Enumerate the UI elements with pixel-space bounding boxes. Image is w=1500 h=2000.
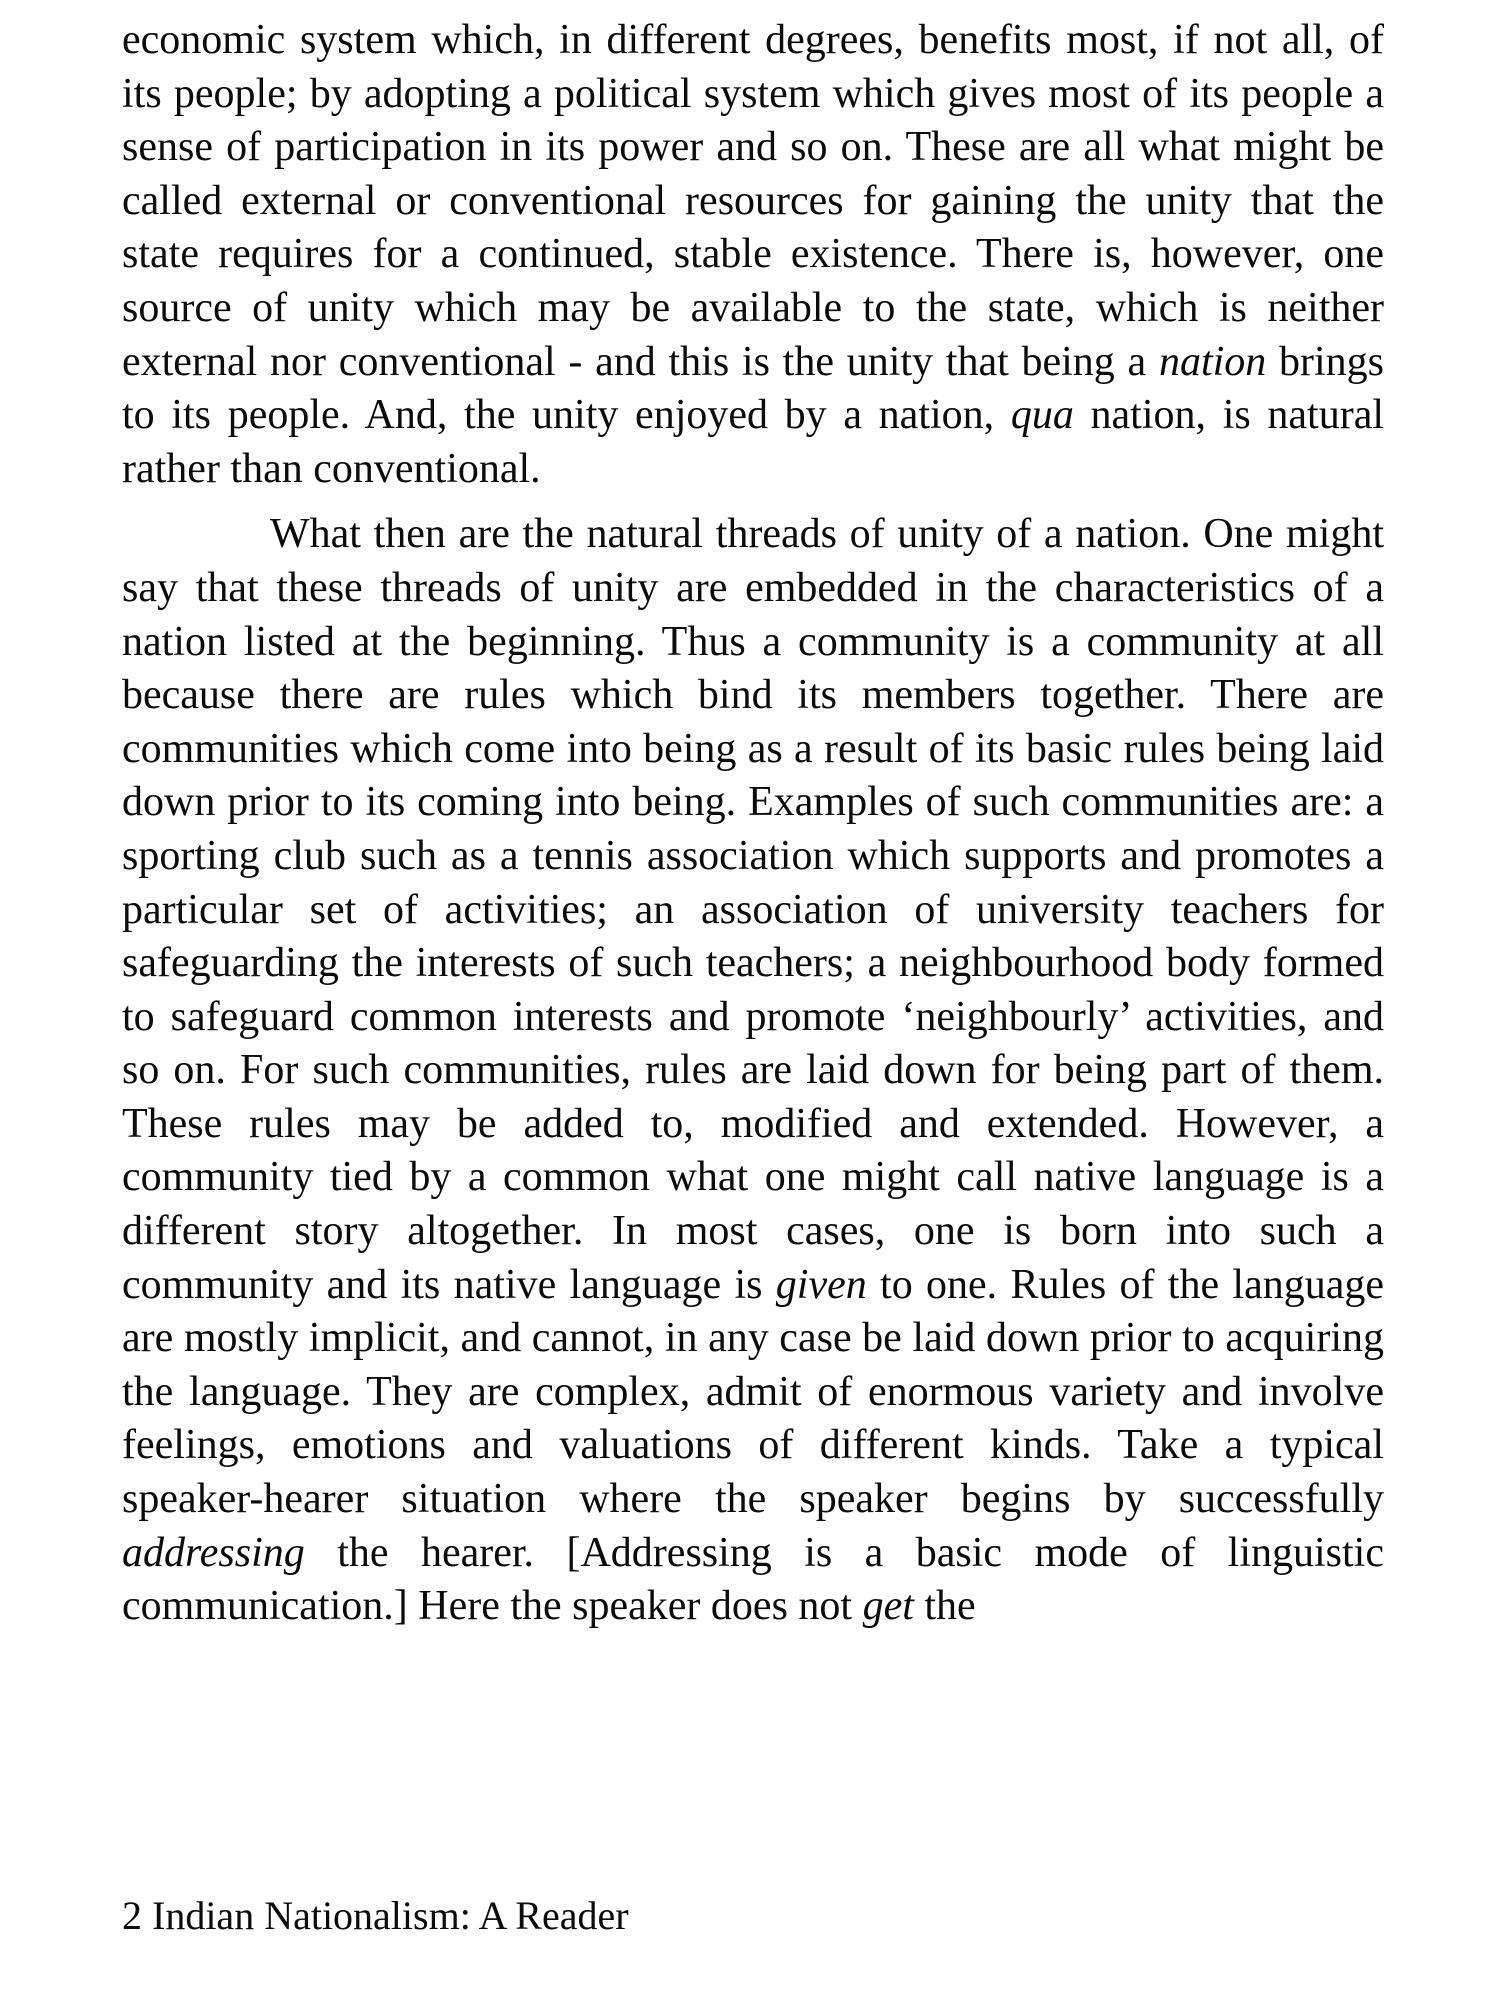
- paragraph-1-italic-qua: qua: [1010, 392, 1074, 439]
- paragraph-2-text-4: the: [913, 1583, 976, 1630]
- paragraph-2: [122, 508, 1384, 1633]
- paragraph-2-text-2: to one. Rules of the language are mostly implicit, and cannot, in any case be laid down prior to acquiring the language. They are complex, admit of enormous variety and involve feelings, emotions and valuations of different kinds. Take a typical speaker-hearer situation where the speaker begins by successfully: [122, 1261, 1385, 1523]
- paragraph-1: [122, 14, 1384, 496]
- paragraph-2-italic-get: get: [862, 1583, 914, 1630]
- paragraph-2-italic-given: given: [775, 1261, 867, 1308]
- paragraph-1-italic-nation: nation: [1158, 338, 1267, 385]
- paragraph-1-text-1: economic system which, in different degrees, benefits most, if not all, of its people; by adopting a political system which gives most of its people a sense of participation in its power and so on. These are all what might be called external or conventional resources for gaining the unity that the state requires for a continued, stable existence. There is, however, one source of unity which may be available to the state, which is neither external nor conventional - and this is the unity that being a: [122, 17, 1384, 385]
- paragraph-2-text-1: What then are the natural threads of unity of a nation. One might say that these threads of unity are embedded in the characteristics of a nation listed at the beginning. Thus a community is a community at all because there are rules which bind its members together. There are communities which come into being as a result of its basic rules being laid down prior to its coming into being. Examples of such communities are: a sporting club such as a tennis association which supports and promotes a particular set of activities; an association of university teachers for safeguarding the interests of such teachers; a neighbourhood body formed to safeguard common interests and promote ‘neighbourly’ activities, and so on. For such communities, rules are laid down for being part of them. These rules may be added to, modified and extended. However, a community tied by a common what one might call native language is a different story altogether. In most cases, one is born into such a community and its native language is: [122, 511, 1384, 1308]
- paragraph-1-text-2: brings to its people. And, the unity enjoyed by a nation,: [122, 338, 1385, 439]
- paragraph-1-text-3: nation, is natural rather than conventional.: [122, 392, 1385, 492]
- page-body: [122, 14, 1384, 1634]
- paragraph-2-italic-addressing: addressing: [122, 1529, 305, 1576]
- page-footer: 2 Indian Nationalism: A Reader: [122, 1893, 629, 1938]
- paragraph-2-text-3: the hearer. [Addressing is a basic mode of linguistic communication.] Here the speaker does not: [122, 1529, 1384, 1630]
